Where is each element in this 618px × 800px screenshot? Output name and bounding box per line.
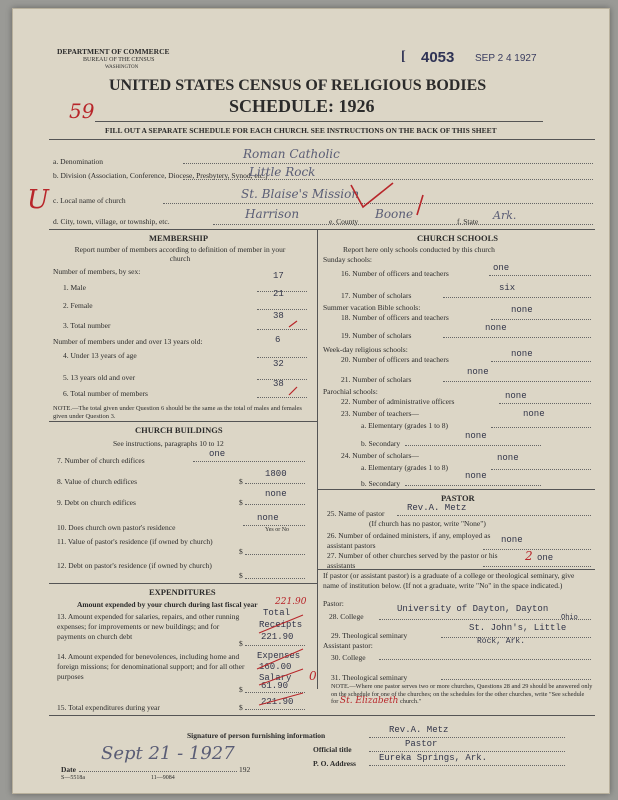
q1-label: 1. Male [63, 283, 86, 292]
weekday-label: Week-day religious schools: [323, 345, 408, 354]
q20-value: none [511, 349, 533, 359]
q10-note: Yes or No [265, 527, 290, 533]
q28-value: University of Dayton, Dayton [397, 604, 549, 614]
q14-strike-icon [257, 649, 303, 669]
assistant-pastor-label: Assistant pastor: [323, 641, 373, 650]
census-schedule-sheet [12, 8, 610, 794]
q31-label: 31. Theological seminary [331, 673, 408, 682]
q28-extra: Ohio [561, 614, 578, 622]
q8-label: 8. Value of church edifices [57, 477, 138, 486]
q3-label: 3. Total number [63, 321, 111, 330]
date-label: Date [61, 765, 76, 774]
q8-value: 1800 [265, 469, 287, 479]
stamp-date: SEP 2 4 1927 [475, 53, 537, 64]
church-name-value: St. Blaise's Mission [241, 187, 360, 201]
q25-value: Rev.A. Metz [407, 503, 467, 513]
q11-label: 11. Value of pastor's residence (if owned by church) [57, 537, 213, 546]
q24-label: 24. Number of scholars— [341, 451, 419, 460]
q14-label: 14. Amount expended for benevolences, including home and foreign missions; for denominational support; and for all other purposes [57, 652, 245, 681]
age-heading: Number of members under and over 13 years old: [53, 337, 203, 346]
q24a-value: none [497, 453, 519, 463]
q6-label: 6. Total number of members [63, 389, 148, 398]
q4-value: 6 [275, 335, 281, 345]
expenditures-sub: Amount expended by your church during last fiscal year [77, 600, 258, 609]
q17-value: six [499, 283, 516, 293]
city-label: d. City, town, village, or township, etc. [53, 217, 170, 226]
q8-dollar: $ [239, 477, 243, 486]
q26-value: none [501, 535, 523, 545]
dept-line1: DEPARTMENT OF COMMERCE [57, 47, 170, 56]
q18-label: 18. Number of officers and teachers [341, 313, 449, 322]
q3-tick-icon [289, 321, 297, 327]
form-code: S—5518a [61, 775, 85, 781]
q7-value: one [209, 449, 226, 459]
q14-value-b: 160.00 [259, 662, 292, 672]
dept-line3: WASHINGTON [105, 65, 139, 70]
church-name-label: c. Local name of church [53, 196, 126, 205]
q12-dollar: $ [239, 571, 243, 580]
q1-value: 17 [273, 271, 284, 281]
q23a-value: none [523, 409, 545, 419]
membership-intro: Report number of members according to definition of member in your church [74, 245, 286, 263]
q24b-value: none [465, 471, 487, 481]
q15-label: 15. Total expenditures during year [57, 703, 160, 712]
q15-value: 221.90 [261, 697, 294, 707]
q19-label: 19. Number of scholars [341, 331, 412, 340]
q9-label: 9. Debt on church edifices [57, 498, 136, 507]
date-value: Sept 21 - 1927 [101, 743, 235, 764]
q27-label: 27. Number of other churches served by the pastor or his assistants [327, 551, 498, 570]
q12-label: 12. Debt on pastor's residence (if owned by church) [57, 561, 212, 570]
q23b-label: b. Secondary [361, 439, 401, 448]
q23b-value: none [465, 431, 487, 441]
q15-dollar: $ [239, 703, 243, 712]
q24b-label: b. Secondary [361, 479, 401, 488]
pastor-heading: PASTOR [441, 493, 475, 503]
po-address-value: Eureka Springs, Ark. [379, 753, 488, 763]
q23a-label: a. Elementary (grades 1 to 8) [361, 421, 449, 430]
q13-label: 13. Amount expended for salaries, repairs, and other running expenses; for improvements or new buildings; and for payments on church debt [57, 612, 240, 641]
q25-label: 25. Name of pastor [327, 509, 385, 518]
county-checkmark-icon [351, 183, 393, 207]
q27-value: one [537, 553, 554, 563]
q16-label: 16. Number of officers and teachers [341, 269, 449, 278]
q26-label: 26. Number of ordained ministers, if any, employed as assistant pastors [327, 531, 491, 550]
q14-hand-note: 0 [309, 669, 317, 683]
pastor-note: NOTE.—Where one pastor serves two or more churches, Questions 28 and 29 should be answered only on the schedule for one of the churches; on the schedules for the other churches, write "See schedule for St. Elizabeth church." [331, 683, 593, 706]
q10-value: none [257, 513, 279, 523]
state-label: f. State [457, 217, 479, 226]
q27-hand-value: 2 [525, 549, 533, 563]
buildings-sub: See instructions, paragraphs 10 to 12 [113, 439, 224, 448]
q29-label: 29. Theological seminary [331, 631, 408, 640]
q13-hand-note: 221.90 [275, 597, 307, 607]
schools-sub: Report here only schools conducted by this church [343, 245, 495, 254]
q5-value: 32 [273, 359, 284, 369]
expenditures-heading: EXPENDITURES [149, 587, 216, 597]
dept-line2: BUREAU OF THE CENSUS [83, 57, 155, 63]
q5-label: 5. 13 years old and over [63, 373, 136, 382]
denomination-value: Roman Catholic [243, 147, 340, 161]
q14-value-d: 61.90 [261, 681, 289, 691]
q29-value-cont: Rock, Ark. [477, 637, 526, 646]
q22-value: none [505, 391, 527, 401]
q13-value-c: 221.90 [261, 632, 294, 642]
official-title-label: Official title [313, 745, 352, 754]
po-address-label: P. O. Address [313, 759, 356, 768]
sunday-label: Sunday schools: [323, 255, 372, 264]
buildings-heading: CHURCH BUILDINGS [135, 425, 223, 435]
q30-label: 30. College [331, 653, 366, 662]
red-checkmarks-overlay [13, 9, 609, 793]
division-label: b. Division (Association, Conference, Diocese, Presbytery, Synod, etc.) [53, 171, 268, 180]
form-title: UNITED STATES CENSUS OF RELIGIOUS BODIES [109, 77, 487, 94]
q14-value-c: Salary [259, 673, 292, 683]
q2-label: 2. Female [63, 301, 93, 310]
q7-label: 7. Number of church edifices [57, 456, 145, 465]
schools-heading: CHURCH SCHOOLS [417, 233, 498, 243]
form-subtitle: SCHEDULE: 1926 [229, 96, 375, 116]
state-tick-icon [417, 195, 423, 215]
state-value: Ark. [493, 209, 517, 222]
q23-label: 23. Number of teachers— [341, 409, 419, 418]
official-title-value: Pastor [405, 739, 438, 749]
membership-heading: MEMBERSHIP [149, 233, 209, 243]
q11-dollar: $ [239, 547, 243, 556]
q18-value: none [511, 305, 533, 315]
q6-value: 38 [273, 379, 284, 389]
q25-note: (If church has no pastor, write "None") [369, 519, 486, 528]
q19-value: none [485, 323, 507, 333]
q13-value-a: Total [263, 608, 291, 618]
margin-number: 59 [69, 99, 95, 123]
county-value: Boone [375, 207, 414, 221]
stamp-number: 4053 [421, 49, 455, 66]
q6-tick-icon [289, 387, 297, 395]
q13-value-b: Receipts [259, 620, 303, 630]
date-year-suffix: 192 [239, 765, 251, 774]
q9-dollar: $ [239, 498, 243, 507]
q29-value: St. John's, Little [469, 623, 567, 633]
q14-strike2-icon [259, 669, 303, 685]
pastor-note-hand: St. Elizabeth [339, 696, 399, 706]
q9-value: none [265, 489, 287, 499]
q15-strike-icon [259, 693, 303, 705]
q21-label: 21. Number of scholars [341, 375, 412, 384]
q21-value: none [467, 367, 489, 377]
q3-value: 38 [273, 311, 284, 321]
denomination-label: a. Denomination [53, 157, 103, 166]
stamp-bracket-icon: [ [401, 49, 406, 64]
q17-label: 17. Number of scholars [341, 291, 412, 300]
q28-label: 28. College [329, 612, 364, 621]
membership-note: NOTE.—The total given under Question 6 should be the same as the total of males and females given under Question 3. [53, 405, 302, 420]
parochial-label: Parochial schools: [323, 387, 378, 396]
summer-label: Summer vacation Bible schools: [323, 303, 421, 312]
graduate-note: If pastor (or assistant pastor) is a graduate of a college or theological seminary, give name of institution below. (If not a graduate, write "No" in the space indicated.) [323, 571, 575, 590]
form-code-2: 11—9084 [151, 775, 175, 781]
signature-value: Rev.A. Metz [389, 725, 449, 735]
division-value: Little Rock [249, 165, 316, 179]
q10-label: 10. Does church own pastor's residence [57, 523, 176, 532]
q2-value: 21 [273, 289, 284, 299]
county-label: e. County [329, 217, 359, 226]
q4-label: 4. Under 13 years of age [63, 351, 137, 360]
q13-strike-icon [259, 615, 303, 633]
pastor-sub-label: Pastor: [323, 599, 344, 608]
city-value: Harrison [245, 207, 300, 221]
instruction-line: FILL OUT A SEPARATE SCHEDULE FOR EACH CHURCH. SEE INSTRUCTIONS ON THE BACK OF THIS SHEET [105, 126, 497, 135]
q24a-label: a. Elementary (grades 1 to 8) [361, 463, 449, 472]
q14-value-a: Expenses [257, 651, 301, 661]
margin-letter: U [27, 185, 49, 215]
q13-dollar: $ [239, 639, 243, 648]
members-by-sex-label: Number of members, by sex: [53, 267, 141, 276]
signature-label: Signature of person furnishing information [187, 731, 326, 740]
q20-label: 20. Number of officers and teachers [341, 355, 449, 364]
q16-value: one [493, 263, 510, 273]
q14-dollar: $ [239, 685, 243, 694]
q22-label: 22. Number of administrative officers [341, 397, 455, 406]
